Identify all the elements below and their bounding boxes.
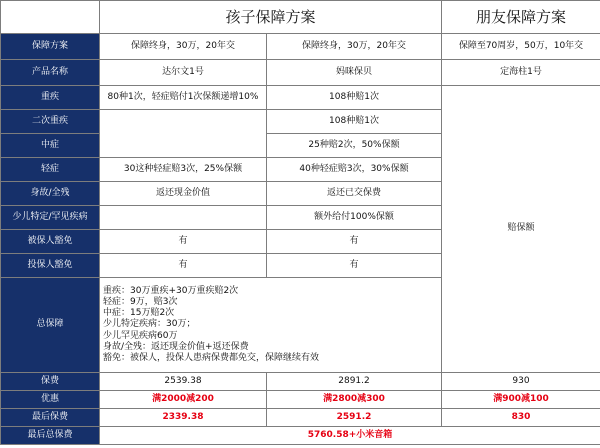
premium-darwin: 2539.38	[100, 373, 267, 391]
mild-darwin: 30这种轻症赔3次，25%保额	[100, 158, 267, 182]
discount-dinghai: 满900减100	[442, 391, 600, 409]
discount-row	[1, 391, 600, 409]
total-child-summary	[100, 278, 442, 373]
discount-darwin: 满2000减200	[100, 391, 267, 409]
row-header-mild: 轻症	[1, 158, 100, 182]
row-header-moderate: 中症	[1, 134, 100, 158]
mild-mami: 40种轻症赔3次，30%保额	[267, 158, 442, 182]
row-header-discount: 优惠	[1, 391, 100, 409]
row-header-total: 总保障	[1, 278, 100, 373]
grand-total-row	[1, 427, 600, 445]
death-mami: 返还已交保费	[267, 182, 442, 206]
second-critical-mami: 108种赔1次	[267, 110, 442, 134]
total-child-line: 轻症：9万，赔3次	[103, 296, 178, 307]
darwin-empty-cell	[100, 110, 267, 158]
row-header-death: 身故/全残	[1, 182, 100, 206]
child-special-mami: 额外给付100%保额	[267, 206, 442, 230]
premium-mami: 2891.2	[267, 373, 442, 391]
row-header-premium: 保费	[1, 373, 100, 391]
total-child-line: 身故/全残：返还现金价值+返还保费	[103, 341, 249, 352]
insured-waiver-mami: 有	[267, 230, 442, 254]
row-header-critical: 重疾	[1, 86, 100, 110]
final-premium-dinghai: 830	[442, 409, 600, 427]
grand-total-value: 5760.58+小米音箱	[100, 427, 600, 445]
parent-plan-title: 朋友保障方案	[442, 1, 600, 34]
title-row	[1, 1, 600, 34]
total-child-line: 少儿罕见疾病60万	[103, 330, 178, 341]
critical-mami: 108种赔1次	[267, 86, 442, 110]
row-header-plan: 保障方案	[1, 34, 100, 60]
final-premium-row	[1, 409, 600, 427]
total-child-line: 豁免：被保人，投保人患病保费都免交，保障继续有效	[103, 353, 320, 364]
row-header-child-special: 少儿特定/罕见疾病	[1, 206, 100, 230]
product-dinghai: 定海柱1号	[442, 60, 600, 86]
row-header-policyholder-waiver: 投保人豁免	[1, 254, 100, 278]
final-premium-mami: 2591.2	[267, 409, 442, 427]
plan-dinghai: 保障至70周岁，50万，10年交	[442, 34, 600, 60]
row-header-insured-waiver: 被保人豁免	[1, 230, 100, 254]
premium-row	[1, 373, 600, 391]
row-header-final-premium: 最后保费	[1, 409, 100, 427]
child-special-darwin-empty	[100, 206, 267, 230]
policyholder-waiver-mami: 有	[267, 254, 442, 278]
insured-waiver-darwin: 有	[100, 230, 267, 254]
row-header-product: 产品名称	[1, 60, 100, 86]
total-child-line: 重疾：30万重疾+30万重疾赔2次	[103, 285, 239, 296]
row-header-second-critical: 二次重疾	[1, 110, 100, 134]
plan-row	[1, 34, 600, 60]
moderate-mami: 25种赔2次，50%保额	[267, 134, 442, 158]
product-darwin: 达尔文1号	[100, 60, 267, 86]
plan-darwin: 保障终身，30万，20年交	[100, 34, 267, 60]
policyholder-waiver-darwin: 有	[100, 254, 267, 278]
product-mami: 妈咪保贝	[267, 60, 442, 86]
critical-darwin: 80种1次，轻症赔付1次保额递增10%	[100, 86, 267, 110]
dinghai-benefit: 赔保额	[442, 86, 600, 373]
row-header-grand-total: 最后总保费	[1, 427, 100, 445]
child-plan-title: 孩子保障方案	[100, 1, 442, 34]
total-child-line: 少儿特定疾病：30万；	[103, 319, 196, 330]
total-child-line: 中症：15万赔2次	[103, 308, 175, 319]
discount-mami: 满2800减300	[267, 391, 442, 409]
plan-mami: 保障终身，30万，20年交	[267, 34, 442, 60]
death-darwin: 返还现金价值	[100, 182, 267, 206]
critical-row	[1, 86, 600, 110]
final-premium-darwin: 2339.38	[100, 409, 267, 427]
product-row	[1, 60, 600, 86]
corner-cell	[1, 1, 100, 34]
premium-dinghai: 930	[442, 373, 600, 391]
